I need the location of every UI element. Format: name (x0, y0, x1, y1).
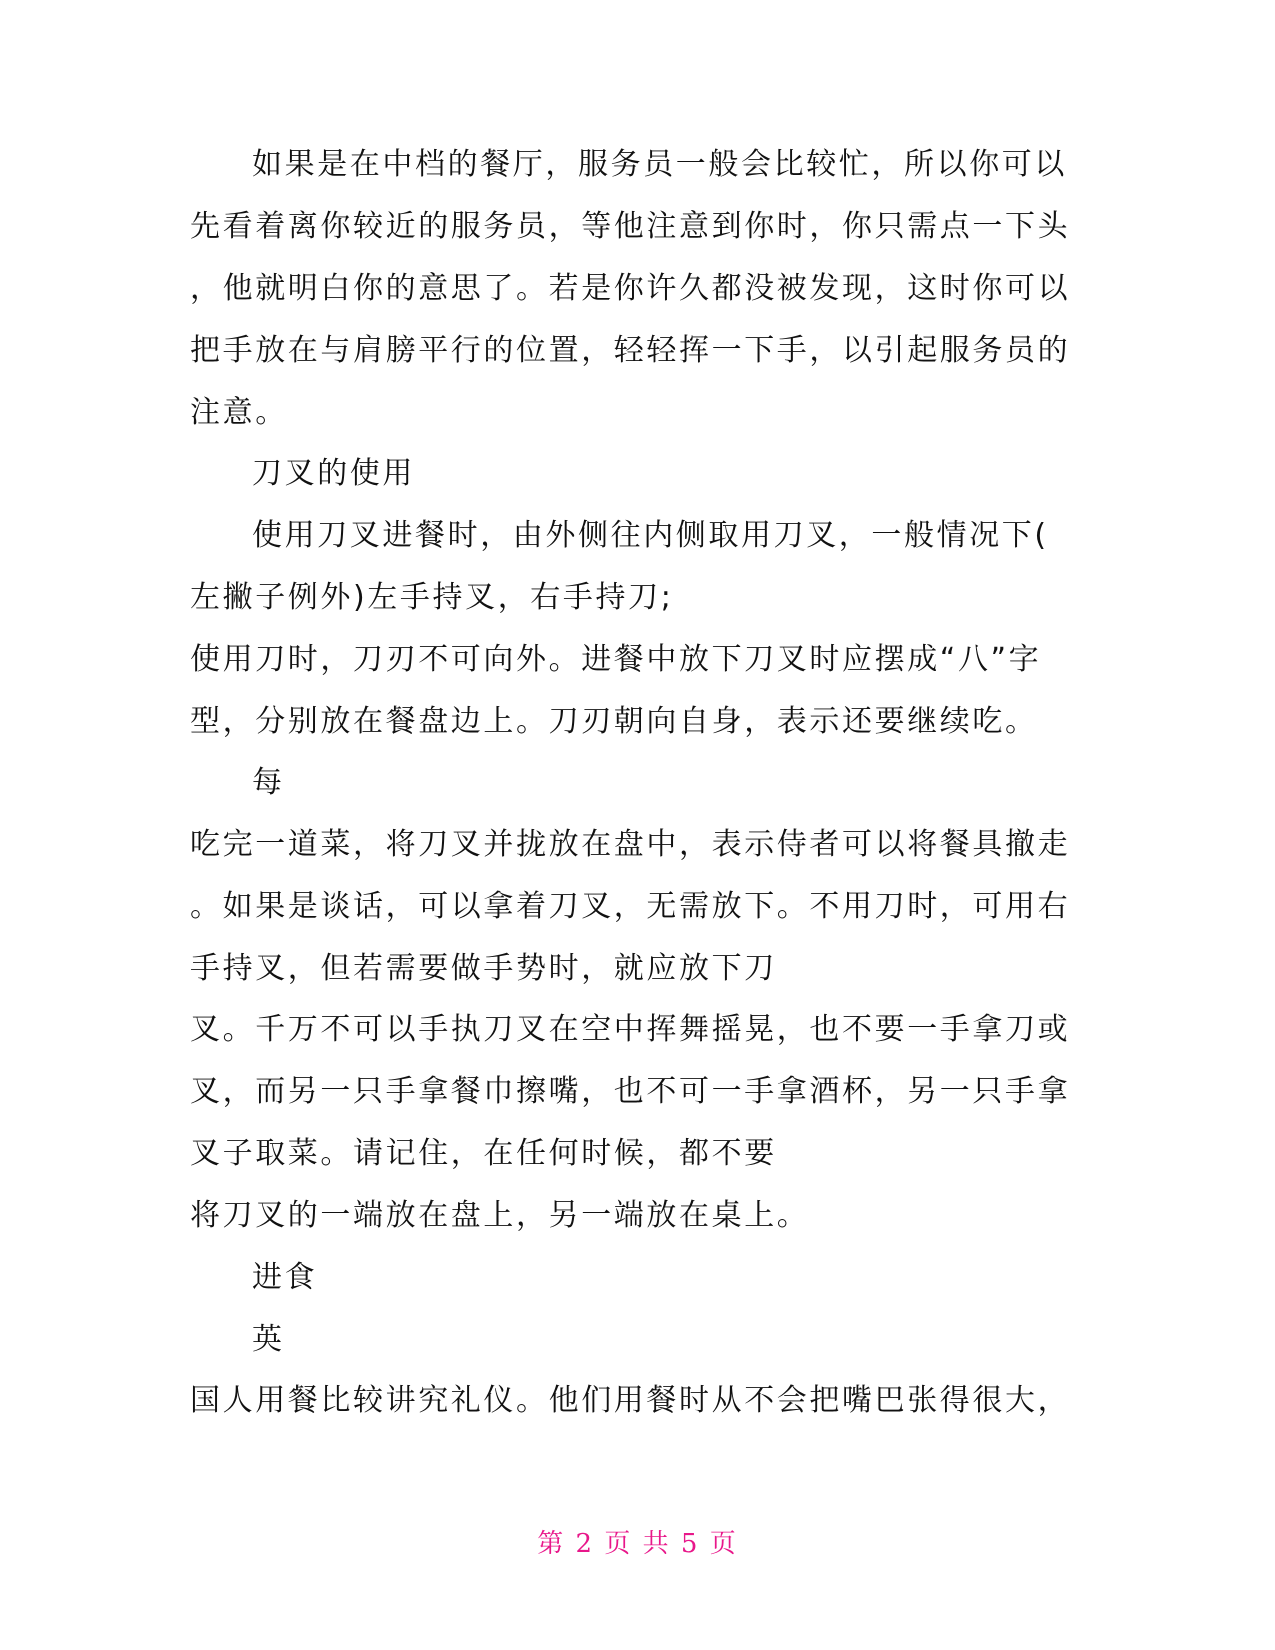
text-line: 使用刀叉进餐时，由外侧往内侧取用刀叉，一般情况下( (252, 518, 1049, 553)
text-line: 把手放在与肩膀平行的位置，轻轻挥一下手，以引起服务员的 (190, 333, 1071, 368)
text-line: 如果是在中档的餐厅，服务员一般会比较忙，所以你可以 (252, 147, 1067, 182)
text-line: 左撇子例外)左手持叉，右手持刀; (190, 580, 674, 615)
section-heading: 进食 (252, 1260, 318, 1295)
text-line: 英 (252, 1322, 285, 1357)
text-line: 手持叉，但若需要做手势时，就应放下刀 (190, 951, 777, 986)
text-line: 型，分别放在餐盘边上。刀刃朝向自身，表示还要继续吃。 (190, 704, 1038, 739)
text-line: ，他就明白你的意思了。若是你许久都没被发现，这时你可以 (190, 271, 1071, 306)
text-line: 叉。千万不可以手执刀叉在空中挥舞摇晃，也不要一手拿刀或 (190, 1012, 1071, 1047)
text-line: 注意。 (190, 395, 288, 430)
text-line: 叉子取菜。请记住，在任何时候，都不要 (190, 1136, 777, 1171)
text-line: 使用刀时，刀刃不可向外。进餐中放下刀叉时应摆成“八”字 (190, 642, 1042, 677)
section-heading: 刀叉的使用 (252, 456, 415, 491)
text-line: 国人用餐比较讲究礼仪。他们用餐时从不会把嘴巴张得很大， (190, 1383, 1071, 1418)
text-line: 将刀叉的一端放在盘上，另一端放在桌上。 (190, 1198, 810, 1233)
text-line: 叉，而另一只手拿餐巾擦嘴，也不可一手拿酒杯，另一只手拿 (190, 1074, 1071, 1109)
text-line: 。如果是谈话，可以拿着刀叉，无需放下。不用刀时，可用右 (190, 889, 1071, 924)
text-line: 每 (252, 765, 285, 800)
text-line: 先看着离你较近的服务员，等他注意到你时，你只需点一下头 (190, 209, 1071, 244)
page-number-footer: 第 2 页 共 5 页 (537, 1529, 738, 1559)
text-line: 吃完一道菜，将刀叉并拢放在盘中，表示侍者可以将餐具撤走 (190, 827, 1071, 862)
